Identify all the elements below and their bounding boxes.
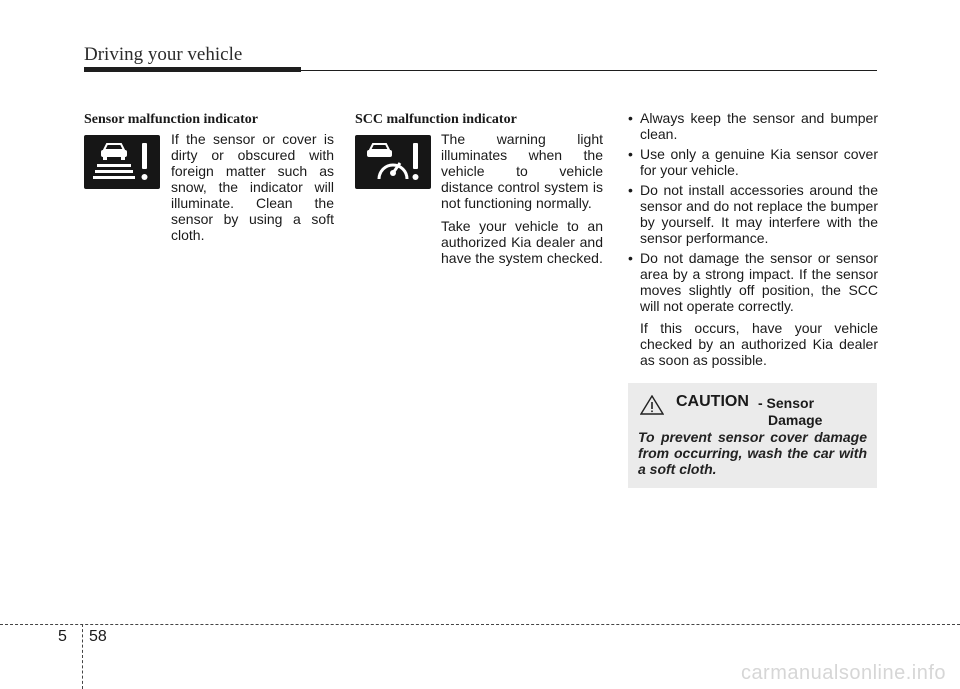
bullet-text: Always keep the sensor and bumper clean. <box>640 110 878 142</box>
scc-paragraph-1: The warning light illuminates when the vehicle to vehicle distance control system is not functioning normally. <box>441 131 603 211</box>
sensor-text-line: illuminate. Clean the <box>171 195 334 211</box>
scc-text <box>441 131 603 273</box>
sensor-text-line: cloth. <box>171 227 205 243</box>
footer-vertical-divider <box>82 624 83 689</box>
sensor-text-line: sensor by using a soft <box>171 211 334 227</box>
watermark: carmanualsonline.info <box>740 662 946 684</box>
section-number: 5 <box>58 628 67 645</box>
bullet-item <box>628 146 878 178</box>
scc-malfunction-icon <box>355 135 431 189</box>
sensor-text-line: If the sensor or cover is <box>171 131 334 147</box>
sensor-text-line: dirty or obscured with <box>171 147 334 163</box>
caution-subject-line2: Damage <box>768 412 823 428</box>
caution-subject <box>758 395 822 429</box>
sensor-text-line: foreign matter such as <box>171 163 334 179</box>
sensor-text-line: snow, the indicator will <box>171 179 334 195</box>
caution-body: To prevent sensor cover damage from occurring, wash the car with a soft cloth. <box>638 429 867 477</box>
header-rule-thick <box>84 67 301 72</box>
sensor-malfunction-icon <box>84 135 160 189</box>
bullet-text: Do not damage the sensor or sensor area by a strong impact. If the sensor moves slightly off position, the SCC will not operate correctly. <box>640 250 878 314</box>
sensor-heading: Sensor malfunction indicator <box>84 112 258 127</box>
bullet-item <box>628 250 878 368</box>
scc-heading: SCC malfunction indicator <box>355 112 517 127</box>
bullet-follow-text: If this occurs, have your vehicle checked by an authorized Kia dealer as soon as possible. <box>640 320 878 368</box>
footer-divider <box>0 624 960 625</box>
bullet-item <box>628 110 878 142</box>
header-rule-thin <box>301 70 877 71</box>
caution-label: CAUTION <box>676 393 749 410</box>
bullet-item <box>628 182 878 246</box>
bullet-text: Use only a genuine Kia sensor cover for your vehicle. <box>640 146 878 178</box>
bullet-text: Do not install accessories around the sensor and do not replace the bumper by yourself. It may interfere with the sensor performance. <box>640 182 878 246</box>
bullet-list <box>628 110 878 372</box>
warning-triangle-icon <box>640 395 664 415</box>
caution-subject-line1: - Sensor <box>758 395 815 411</box>
caution-box <box>628 383 877 488</box>
page-number: 58 <box>89 628 107 645</box>
sensor-text <box>171 131 334 243</box>
caution-header <box>638 393 867 429</box>
header-title: Driving your vehicle <box>84 44 243 65</box>
scc-paragraph-2: Take your vehicle to an authorized Kia dealer and have the system checked. <box>441 218 603 266</box>
